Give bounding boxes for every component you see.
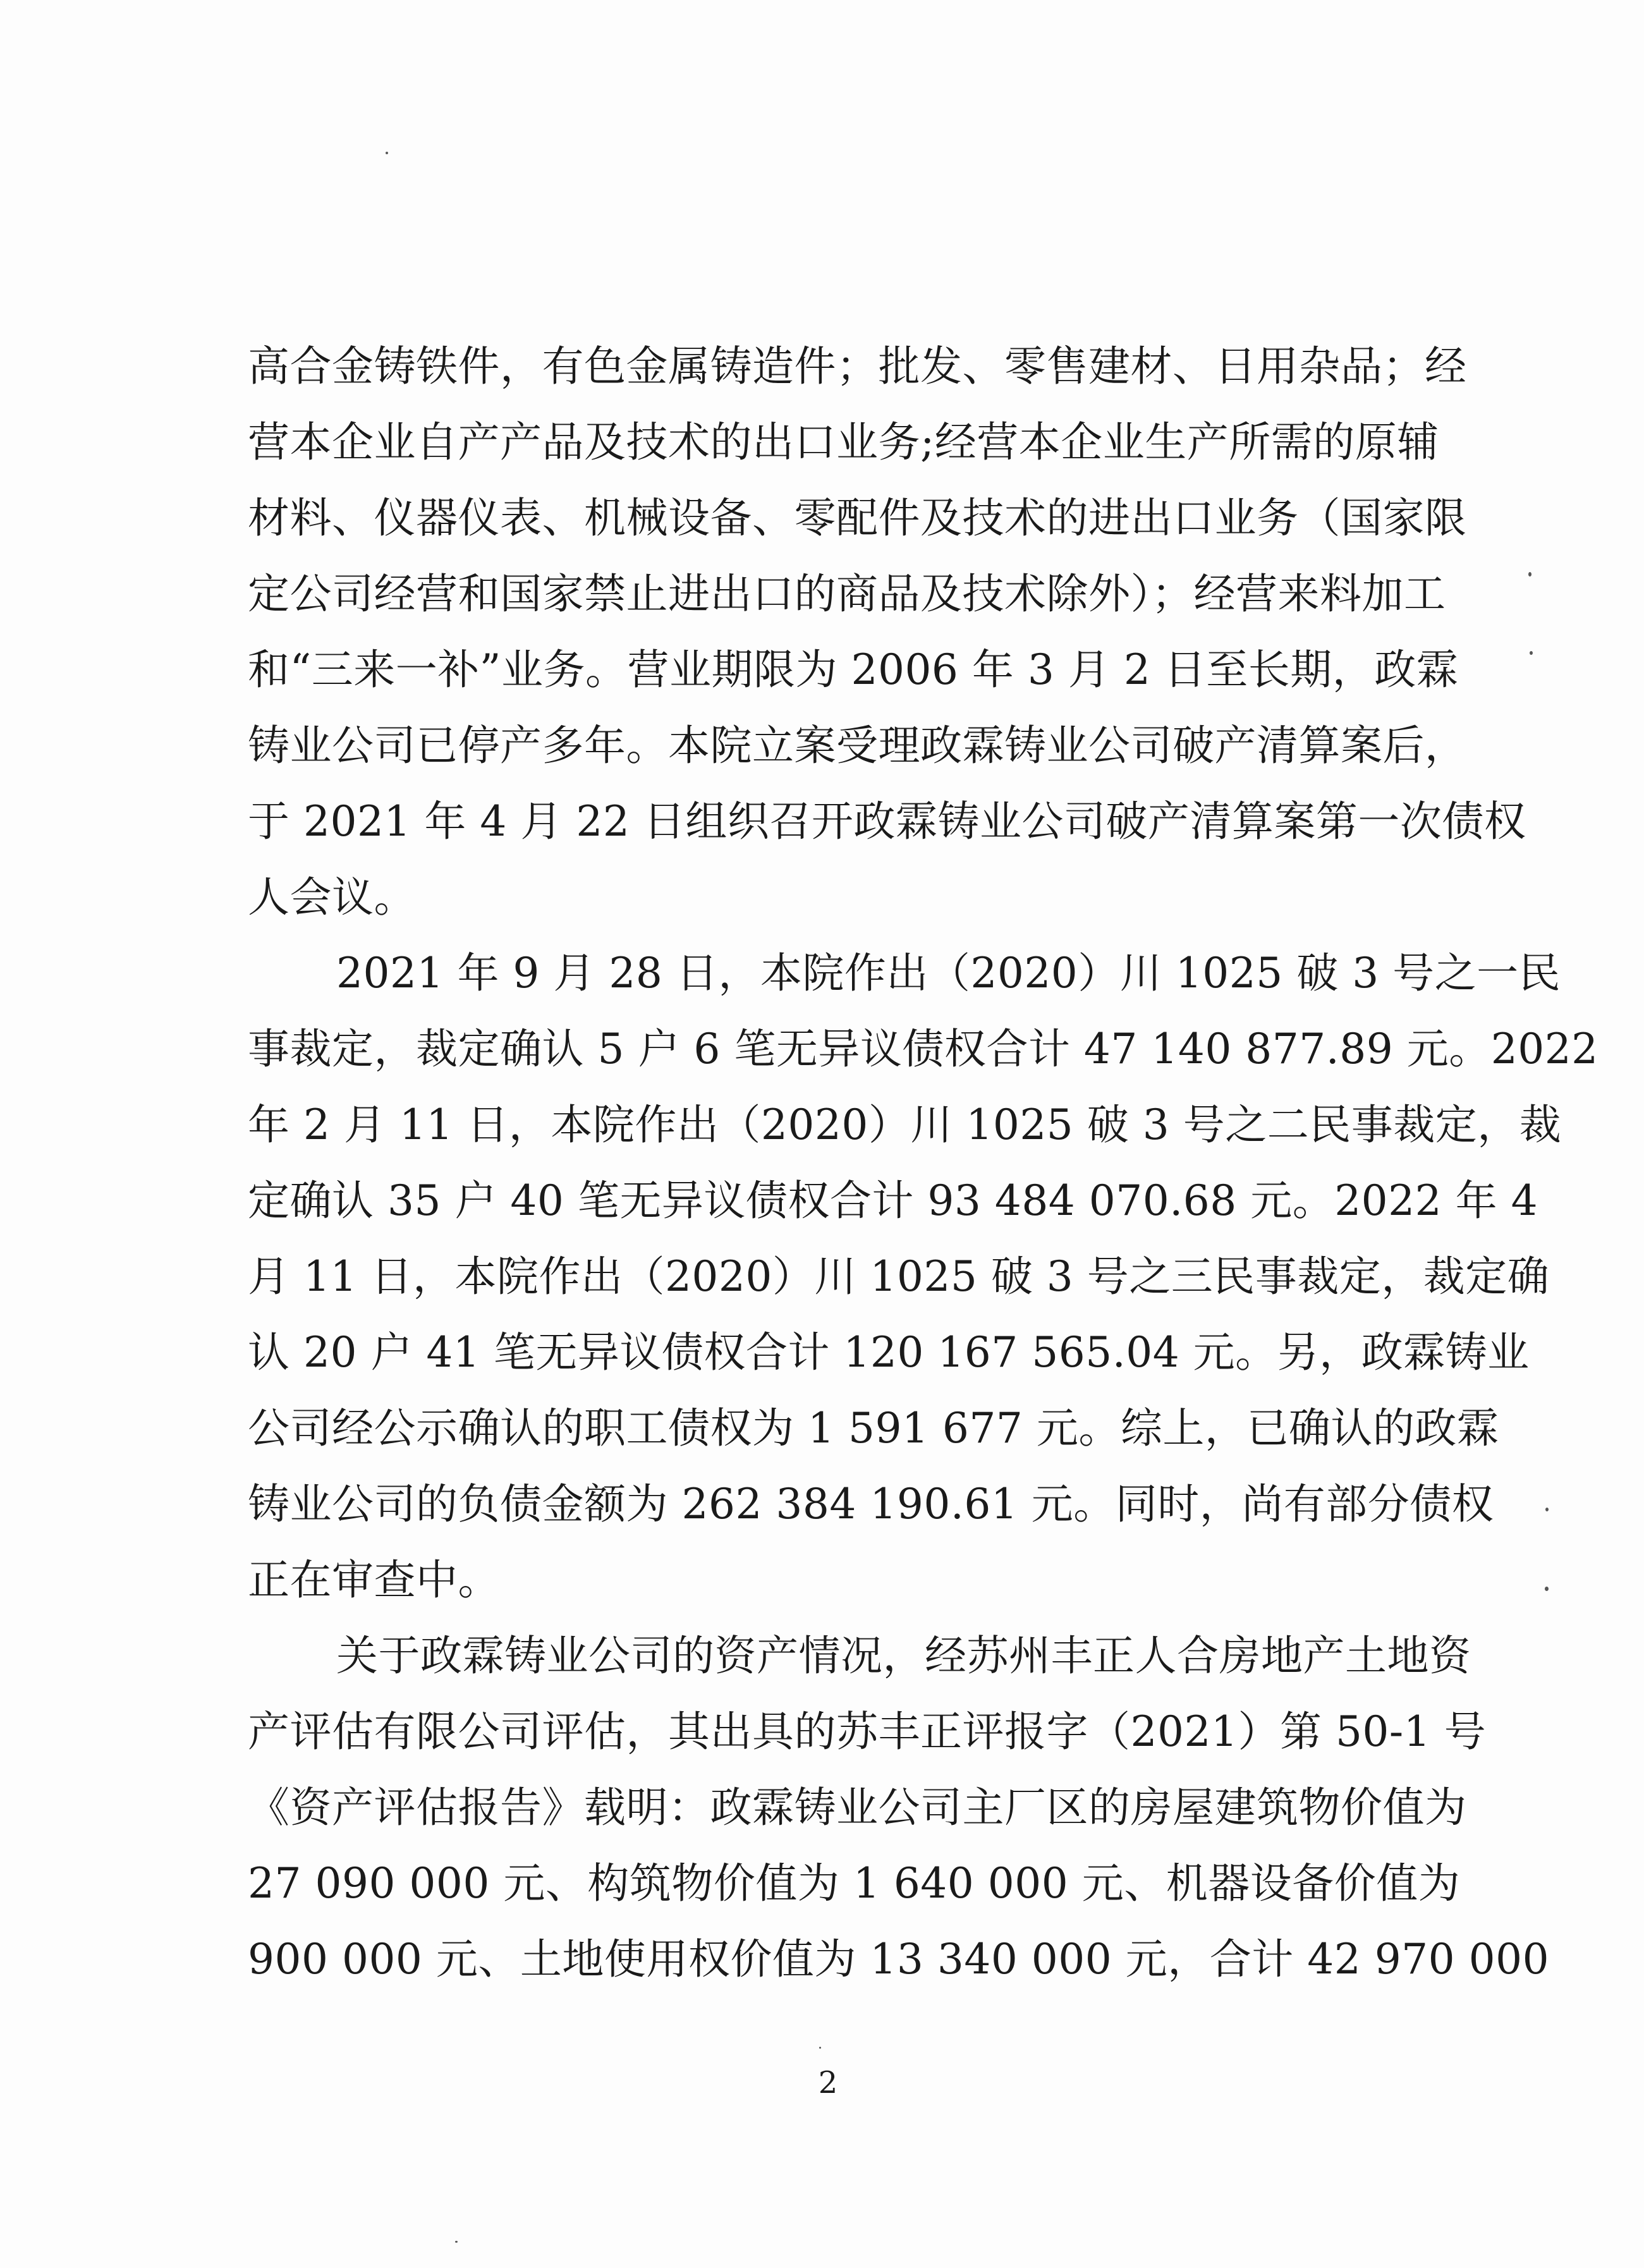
scan-speck [819, 2047, 821, 2049]
body-line: 人会议。 [248, 873, 416, 922]
paragraph-first-line: 2021 年 9 月 28 日，本院作出（2020）川 1025 破 3 号之一民 [336, 949, 1561, 997]
body-line: 正在审查中。 [248, 1556, 500, 1604]
body-line: 27 090 000 元、构筑物价值为 1 640 000 元、机器设备价值为 [248, 1859, 1461, 1908]
body-line: 900 000 元、土地使用权价值为 13 340 000 元，合计 42 970 000 [248, 1935, 1550, 1984]
scan-speck [1545, 1587, 1549, 1591]
body-line: 产评估有限公司评估，其出具的苏丰正评报字（2021）第 50-1 号 [248, 1707, 1487, 1756]
body-line: 月 11 日，本院作出（2020）川 1025 破 3 号之三民事裁定，裁定确 [248, 1252, 1550, 1301]
scan-speck [455, 2241, 458, 2243]
body-line: 认 20 户 41 笔无异议债权合计 120 167 565.04 元。另，政霖铸业 [248, 1328, 1530, 1377]
body-line: 《资产评估报告》载明：政霖铸业公司主厂区的房屋建筑物价值为 [248, 1783, 1467, 1832]
paragraph-first-line: 关于政霖铸业公司的资产情况，经苏州丰正人合房地产土地资 [336, 1631, 1471, 1680]
body-line: 年 2 月 11 日，本院作出（2020）川 1025 破 3 号之二民事裁定，裁 [248, 1100, 1562, 1149]
body-line: 材料、仪器仪表、机械设备、零配件及技术的进出口业务（国家限 [248, 494, 1467, 542]
body-line: 事裁定，裁定确认 5 户 6 笔无异议债权合计 47 140 877.89 元。2022 [248, 1025, 1598, 1073]
body-line: 铸业公司已停产多年。本院立案受理政霖铸业公司破产清算案后， [248, 721, 1467, 770]
body-line: 于 2021 年 4 月 22 日组织召开政霖铸业公司破产清算案第一次债权 [248, 797, 1526, 846]
body-line: 定公司经营和国家禁止进出口的商品及技术除外）；经营来料加工 [248, 570, 1446, 618]
body-line: 营本企业自产产品及技术的出口业务;经营本企业生产所需的原辅 [248, 418, 1439, 466]
body-line: 公司经公示确认的职工债权为 1 591 677 元。综上，已确认的政霖 [248, 1404, 1499, 1453]
page-number: 2 [818, 2065, 838, 2100]
scan-speck [386, 152, 388, 154]
body-line: 定确认 35 户 40 笔无异议债权合计 93 484 070.68 元。2022 年 4 [248, 1176, 1538, 1225]
body-line: 铸业公司的负债金额为 262 384 190.61 元。同时，尚有部分债权 [248, 1480, 1494, 1528]
body-line: 高合金铸铁件，有色金属铸造件；批发、零售建材、日用杂品；经 [248, 342, 1467, 391]
scan-speck [1528, 572, 1531, 576]
scan-speck [1545, 1508, 1549, 1511]
body-line: 和“三来一补”业务。营业期限为 2006 年 3 月 2 日至长期，政霖 [248, 645, 1459, 694]
scan-speck [1530, 651, 1533, 655]
